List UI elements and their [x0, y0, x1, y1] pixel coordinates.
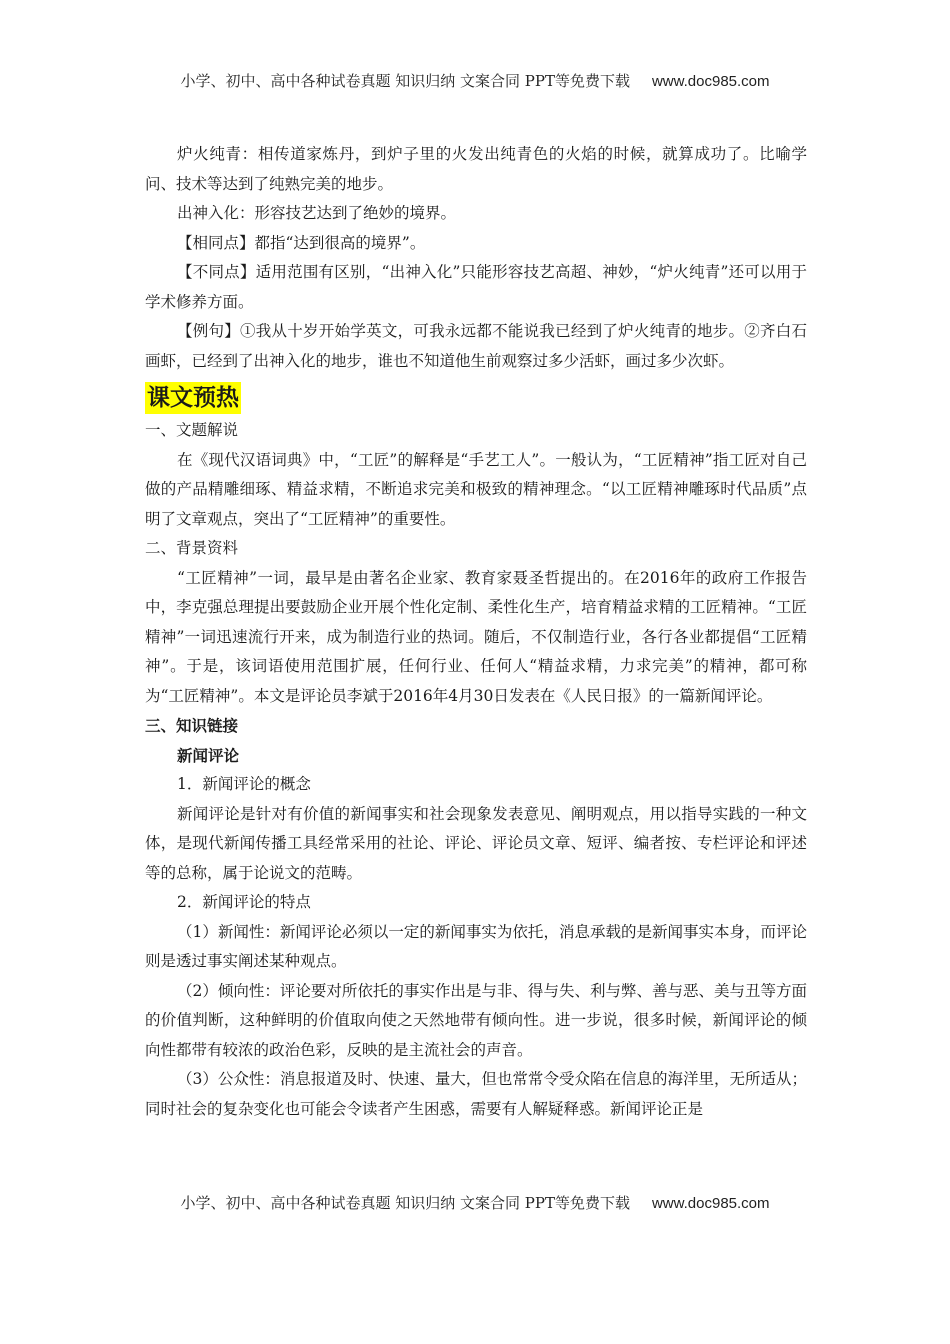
heading-title-explanation: 一、文题解说 [145, 421, 239, 439]
paragraph-definition-2: 出神入化：形容技艺达到了绝妙的境界。 [177, 204, 457, 222]
paragraph-example: 【例句】①我从十岁开始学英文，可我永远都不能说我已经到了炉火纯青的地步。②齐白石画虾，已经到了出神入化的地步，谁也不知道他生前观察过多少活虾，画过多少次虾。 [145, 322, 807, 370]
footer-site: www.doc985.com [651, 1195, 770, 1212]
paragraph-similarity: 【相同点】都指“达到很高的境界”。 [177, 233, 426, 252]
paragraph-feature-public: （3）公众性：消息报道及时、快速、量大，但也常常令受众陷在信息的海洋里，无所适从；同时社会的复杂变化也可能会令读者产生困惑，需要有人解疑释惑。新闻评论正是 [145, 1070, 807, 1118]
paragraph-difference: 【不同点】适用范围有区别，“出神入化”只能形容技艺高超、神妙，“炉火纯青”还可以用于学术修养方面。 [145, 263, 807, 311]
subheading-news-commentary: 新闻评论 [177, 745, 240, 765]
footer-text: 小学、初中、高中各种试卷真题 知识归纳 文案合同 PPT等免费下载 [180, 1194, 630, 1212]
page-footer [0, 1192, 950, 1213]
page-header [0, 70, 950, 91]
item-features-title: 2．新闻评论的特点 [177, 893, 311, 911]
header-site: www.doc985.com [651, 73, 770, 90]
paragraph-concept: 新闻评论是针对有价值的新闻事实和社会现象发表意见、阐明观点，用以指导实践的一种文体，是现代新闻传播工具经常采用的社论、评论、评论员文章、短评、编者按、专栏评论和评述等的总称，属于论说文的范畴。 [145, 804, 807, 882]
paragraph-feature-news: （1）新闻性：新闻评论必须以一定的新闻事实为依托，消息承载的是新闻事实本身，而评论则是透过事实阐述某种观点。 [145, 922, 807, 970]
item-concept-title: 1．新闻评论的概念 [177, 775, 311, 793]
heading-background: 二、背景资料 [145, 539, 239, 557]
heading-knowledge-link: 三、知识链接 [145, 716, 239, 735]
paragraph-title-explanation: 在《现代汉语词典》中，“工匠”的解释是“手艺工人”。一般认为，“工匠精神”指工匠对自己做的产品精雕细琢、精益求精，不断追求完美和极致的精神理念。“以工匠精神雕琢时代品质”点明了文章观点，突出了“工匠精神”的重要性。 [145, 450, 807, 528]
paragraph-background: “工匠精神”一词，最早是由著名企业家、教育家聂圣哲提出的。在2016年的政府工作报告中，李克强总理提出要鼓励企业开展个性化定制、柔性化生产，培育精益求精的工匠精神。“工匠精神”一词迅速流行开来，成为制造行业的热词。随后，不仅制造行业，各行各业都提倡“工匠精神”。于是，该词语使用范围扩展，任何行业、任何人“精益求精，力求完美”的精神，都可称为“工匠精神”。本文是评论员李斌于2016年4月30日发表在《人民日报》的一篇新闻评论。 [145, 568, 807, 705]
section-title: 课文预热 [145, 382, 241, 414]
paragraph-feature-tendency: （2）倾向性：评论要对所依托的事实作出是与非、得与失、利与弊、善与恶、美与丑等方面的价值判断，这种鲜明的价值取向使之天然地带有倾向性。进一步说，很多时候，新闻评论的倾向性都带有较浓的政治色彩，反映的是主流社会的声音。 [145, 981, 807, 1059]
paragraph-definition-1: 炉火纯青：相传道家炼丹，到炉子里的火发出纯青色的火焰的时候，就算成功了。比喻学问、技术等达到了纯熟完美的地步。 [145, 145, 807, 193]
document-body [145, 140, 807, 1124]
header-text: 小学、初中、高中各种试卷真题 知识归纳 文案合同 PPT等免费下载 [180, 72, 630, 90]
